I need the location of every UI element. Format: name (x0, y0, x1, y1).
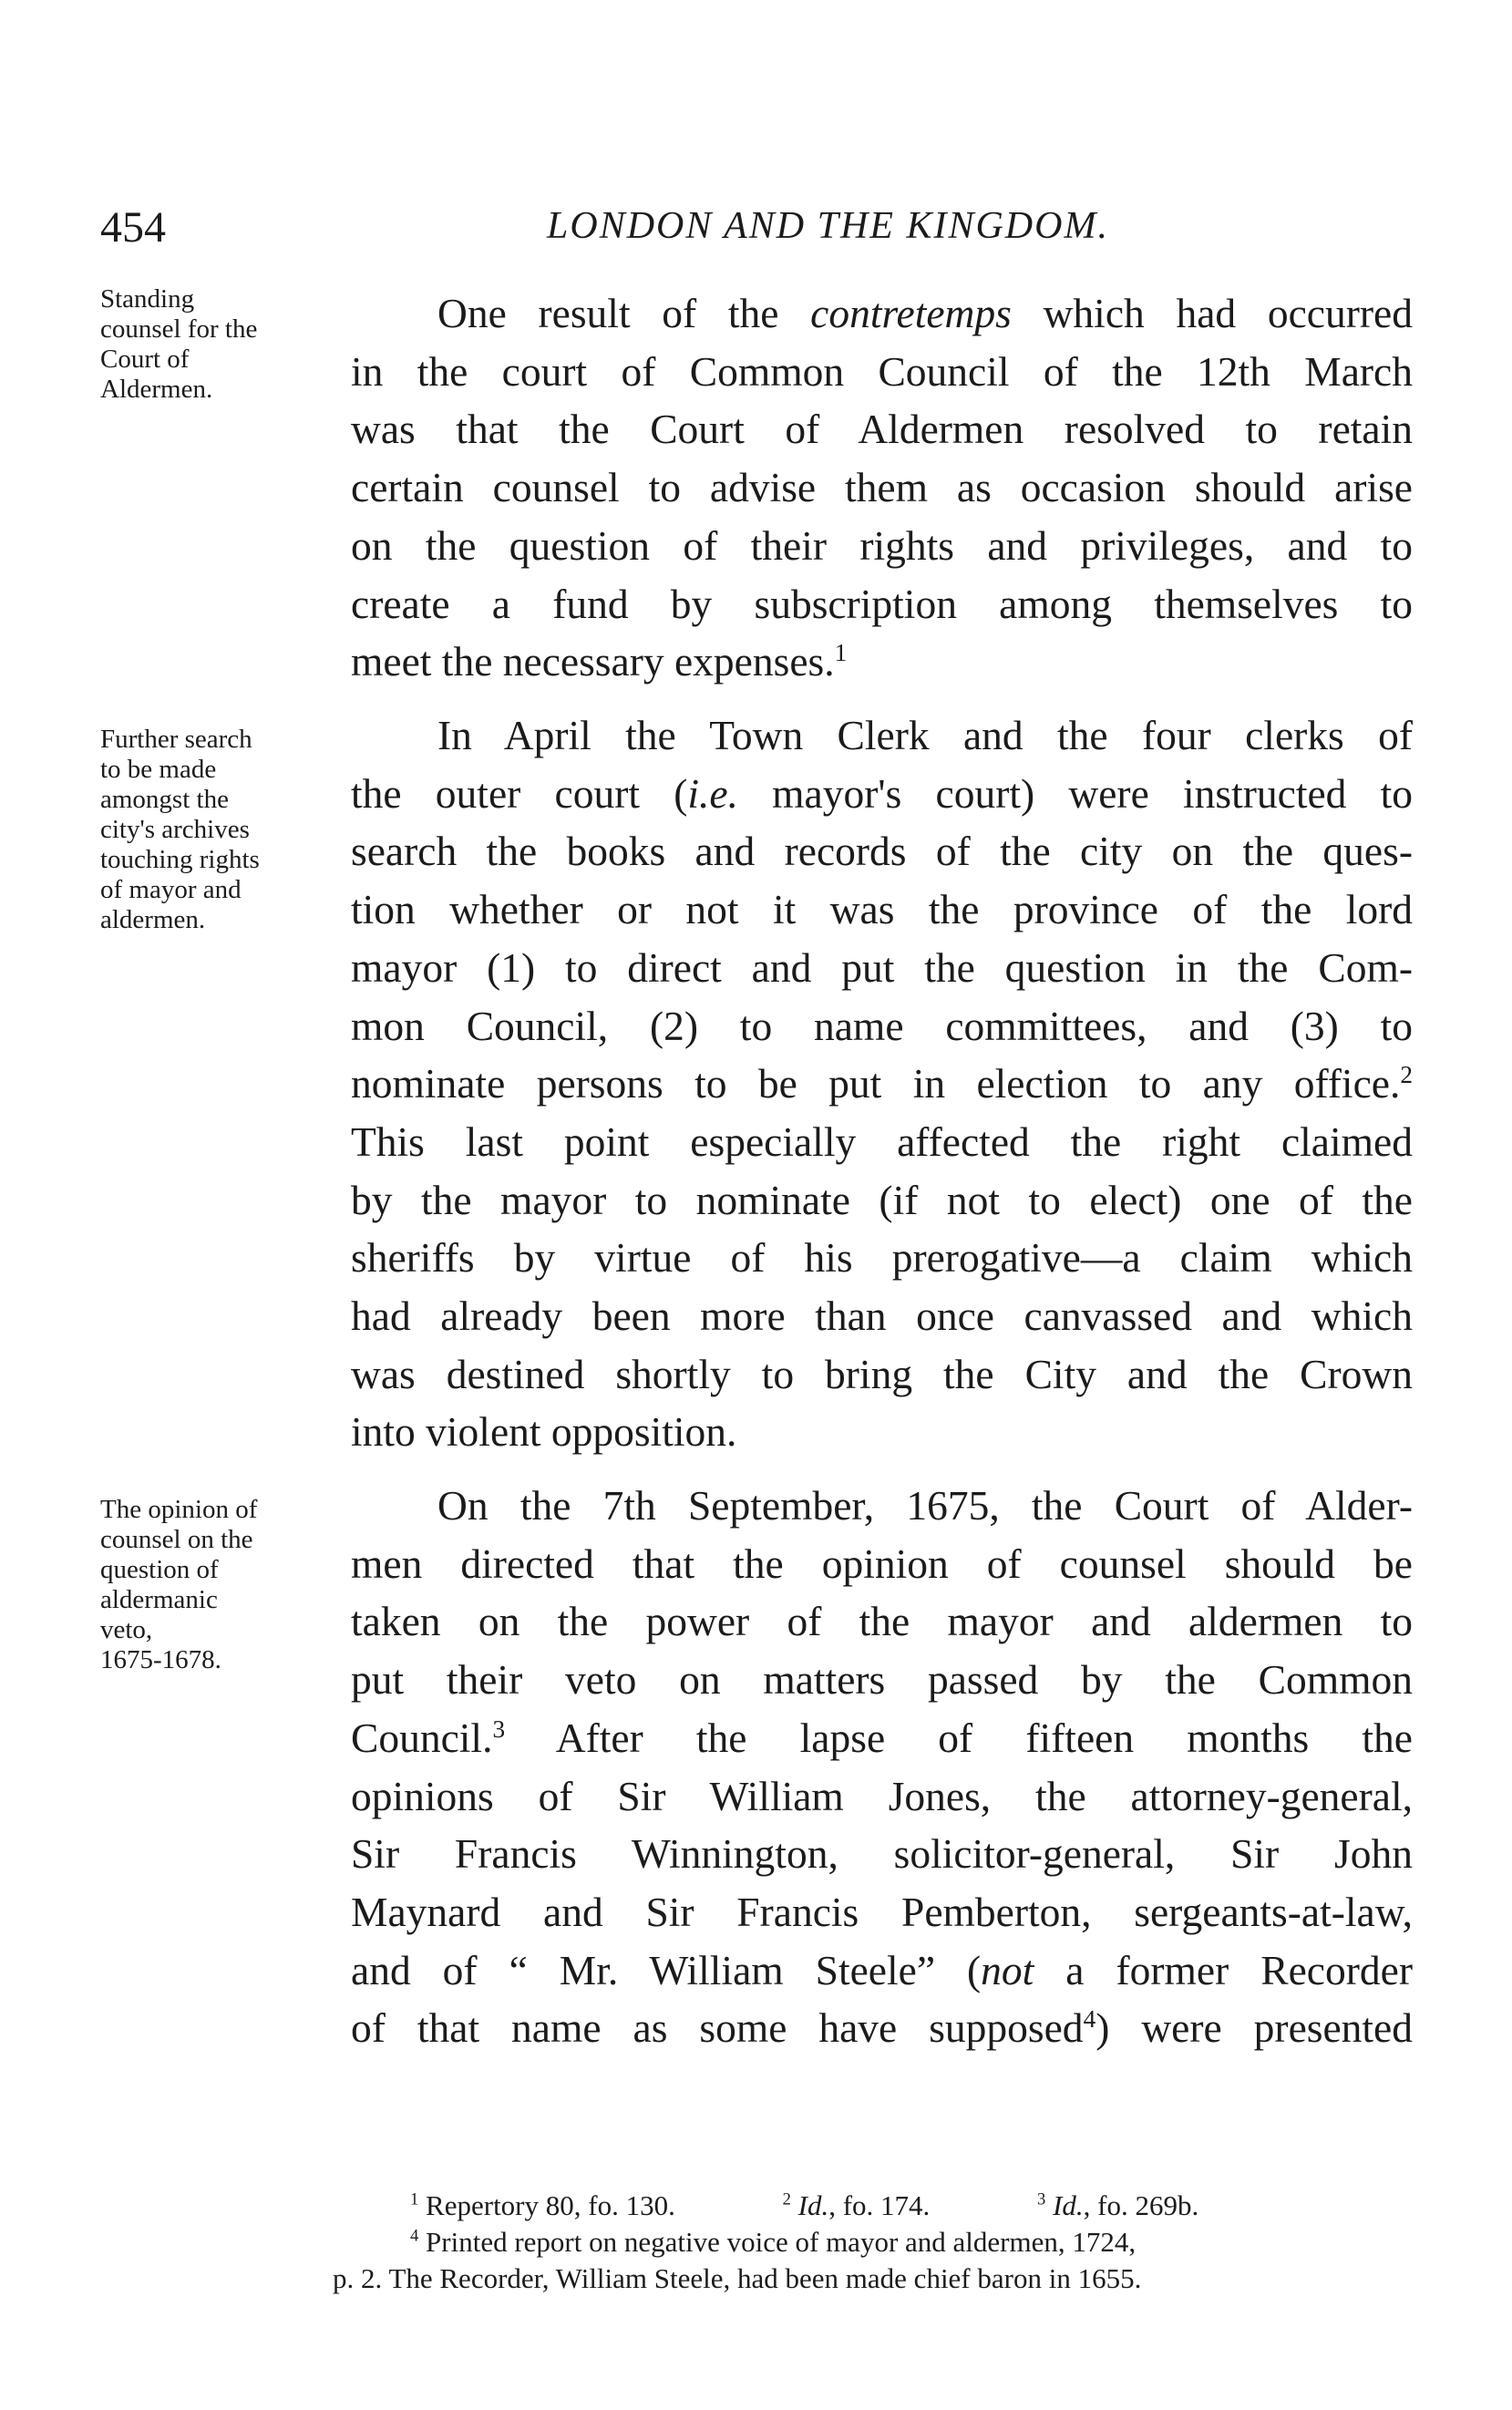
sidenote-opinion-of-counsel (100, 1495, 342, 1675)
sidenote-line: question of (100, 1555, 219, 1584)
sidenote-line: aldermanic (100, 1585, 218, 1614)
sidenote-line: touching rights (100, 845, 260, 874)
sidenote-line: aldermen. (100, 905, 206, 934)
text-line: meet the necessary expenses.$^1$ (351, 638, 848, 685)
text-line: opinions of Sir William Jones, the attorney-general, (351, 1772, 1413, 1819)
sidenote-line: Further search (100, 725, 252, 754)
text-line: This last point especially affected the right claimed (351, 1117, 1413, 1165)
text-line: In April the Town Clerk and the four clerks of (437, 712, 1413, 758)
running-title: LONDON AND THE KINGDOM. (547, 205, 1109, 247)
text-line: sheriffs by virtue of his prerogative—a claim which (351, 1234, 1413, 1282)
text-line: of that name as some have supposed$^4$) were presented (351, 2004, 1414, 2052)
text-line: search the books and records of the city on the ques- (351, 828, 1413, 875)
sidenote-standing-counsel (100, 284, 342, 405)
sidenote-line: to be made (100, 755, 217, 784)
text-line: One result of the contretemps which had occurred (437, 290, 1413, 336)
text-line: mon Council, (2) to name committees, and (3) to (351, 1002, 1413, 1049)
text-line: create a fund by subscription among themselves to (351, 580, 1413, 627)
text-line: was that the Court of Aldermen resolved to retain (351, 406, 1413, 453)
text-line: in the court of Common Council of the 12th March (351, 347, 1413, 395)
text-line: taken on the power of the mayor and aldermen to (351, 1598, 1413, 1645)
sidenote-further-search (100, 725, 342, 935)
footnote-ref: 1 (834, 639, 848, 667)
italic-term: i.e. (687, 769, 738, 817)
sidenote-line: amongst the (100, 785, 229, 814)
text-line: and of “ Mr. William Steele” (not a former Recorder (351, 1946, 1413, 1993)
text-line: nominate persons to be put in election to any office.$^2$ (351, 1060, 1413, 1107)
page-header (100, 202, 1413, 257)
sidenote-line: Standing (100, 284, 195, 314)
footnote-ref: 2 (1400, 1061, 1413, 1089)
footnote-1: $^1$ Repertory 80, fo. 130. (410, 2189, 675, 2221)
footnote-3: $^3$ Id., fo. 269b. (1037, 2189, 1199, 2221)
paragraph-3 (351, 1477, 1413, 2057)
page-number: 454 (100, 203, 166, 252)
italic-term: contretemps (810, 290, 1012, 336)
sidenote-line: counsel on the (100, 1525, 253, 1554)
italic-term: not (981, 1946, 1034, 1993)
text-line: into violent opposition. (351, 1408, 737, 1456)
sidenote-line: The opinion of (100, 1495, 258, 1524)
text-line: put their veto on matters passed by the Common (351, 1656, 1413, 1704)
text-line: Council.$^3$ After the lapse of fifteen months the (351, 1714, 1413, 1761)
footnote-ref: 3 (492, 1715, 506, 1743)
text-line: had already been more than once canvassed and which (351, 1293, 1413, 1340)
footnote-2: $^2$ Id., fo. 174. (782, 2189, 931, 2221)
text-line: certain counsel to advise them as occasion should arise (351, 464, 1413, 511)
text-line: by the mayor to nominate (if not to elect) one of the (351, 1176, 1413, 1223)
footnotes (333, 2188, 1413, 2297)
text-line: the outer court (i.e. mayor's court) were instructed to (351, 769, 1414, 817)
text-line: Sir Francis Winnington, solicitor-general, Sir John (351, 1830, 1413, 1878)
sidenote-line: city's archives (100, 815, 250, 844)
footnote-ref: 4 (1083, 2005, 1096, 2034)
footnote-4: $^4$ Printed report on negative voice of mayor and aldermen, 1724, (410, 2226, 1137, 2258)
footnote-row (351, 2188, 1413, 2224)
sidenote-line: of mayor and (100, 875, 242, 904)
text-line: was destined shortly to bring the City and the Crown (351, 1350, 1413, 1397)
text-line: men directed that the opinion of counsel should be (351, 1540, 1413, 1587)
text-line: on the question of their rights and privileges, and to (351, 521, 1413, 569)
text-line: Maynard and Sir Francis Pemberton, sergeants-at-law, (351, 1888, 1413, 1935)
text-line: mayor (1) to direct and put the question in the Com- (351, 943, 1413, 991)
paragraph-2 (351, 706, 1413, 1461)
paragraph-1 (351, 284, 1413, 691)
sidenote-line: veto, (100, 1615, 153, 1644)
footnote-4-continued: p. 2. The Recorder, William Steele, had been made chief baron in 1655. (333, 2262, 1142, 2294)
sidenote-line: Aldermen. (100, 375, 213, 404)
sidenote-line: Court of (100, 345, 190, 374)
sidenote-line: 1675-1678. (100, 1645, 221, 1674)
sidenote-line: counsel for the (100, 314, 258, 344)
text-line: tion whether or not it was the province of the lord (351, 886, 1413, 933)
text-line: On the 7th September, 1675, the Court of Alder- (437, 1482, 1413, 1529)
